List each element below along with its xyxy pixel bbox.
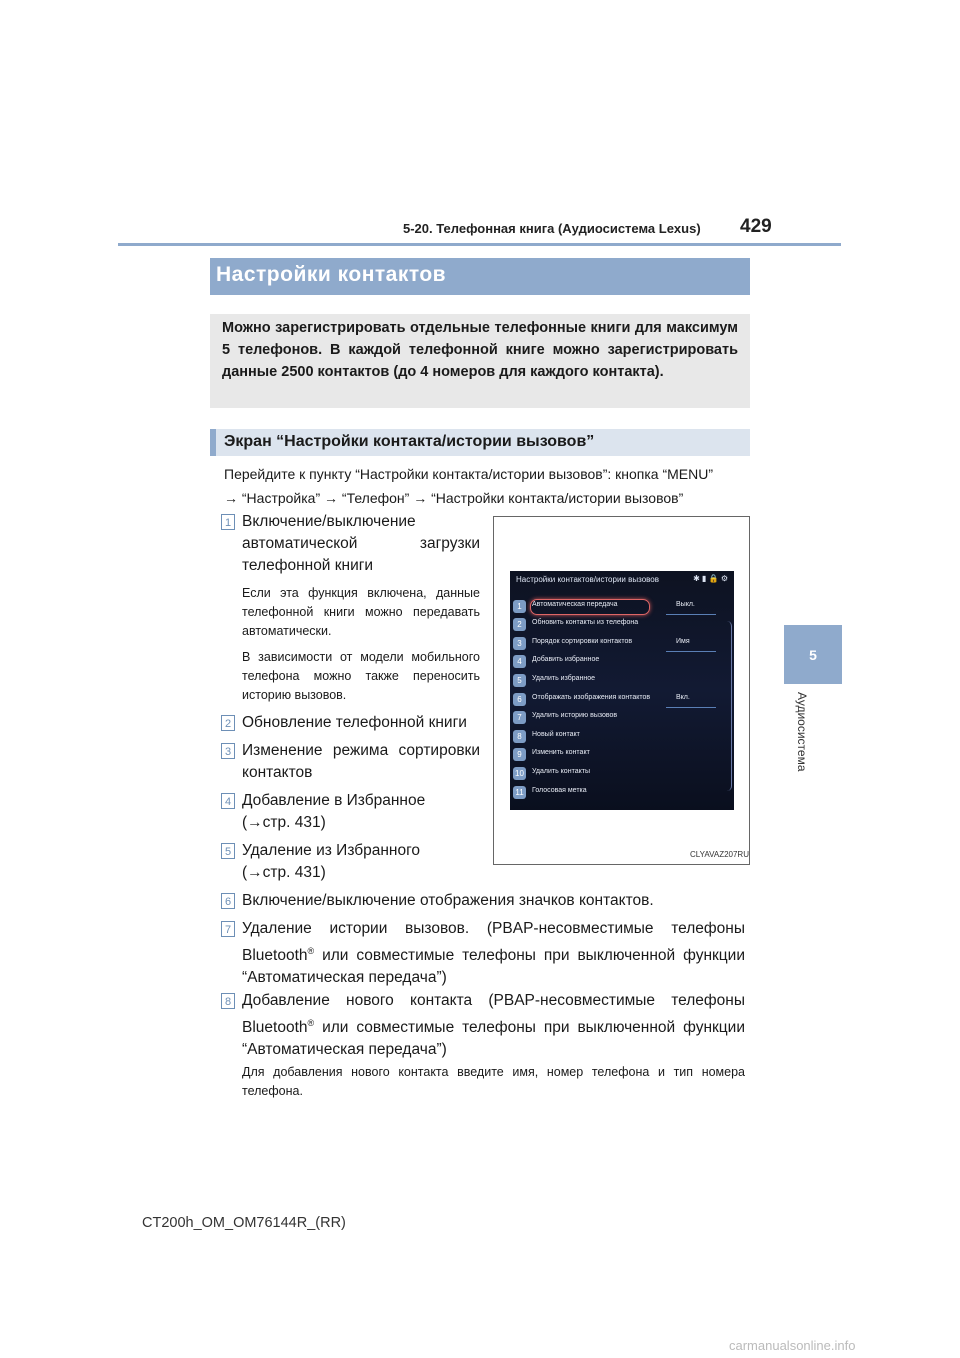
section-title: Настройки контактов <box>216 263 447 286</box>
item-4-page-ref[interactable]: (→стр. 431) <box>242 814 326 831</box>
nav-line-2 <box>224 486 750 510</box>
item-number-badge: 4 <box>221 793 235 809</box>
row-label: Новый контакт <box>532 731 580 738</box>
arrow-icon: → <box>224 490 238 506</box>
row-label: Порядок сортировки контактов <box>532 638 633 645</box>
row-value: Выкл. <box>676 601 695 608</box>
item-number-badge: 1 <box>221 514 235 530</box>
row-number-badge: 7 <box>513 711 526 724</box>
nav-step-phone: “Телефон” <box>341 490 410 506</box>
intro-box <box>210 314 750 408</box>
screen-row-auto-transfer[interactable] <box>510 598 734 616</box>
row-label: Отображать изображения контактов <box>532 694 651 701</box>
row-number-badge: 9 <box>513 748 526 761</box>
screen-row-delete-contacts[interactable] <box>510 765 734 783</box>
nav-step-contact-settings: “Настройки контакта/истории вызовов” <box>431 490 684 506</box>
item-3-text: Изменение режима сортировки контактов <box>242 742 480 781</box>
chapter-header: 5-20. Телефонная книга (Аудиосистема Lexus) <box>403 221 701 236</box>
screen-row-delete-history[interactable] <box>510 709 734 727</box>
screen-illustration <box>493 516 750 865</box>
row-number-badge: 10 <box>513 767 526 780</box>
screen-title: Настройки контактов/истории вызовов <box>516 575 660 584</box>
display-screen <box>510 571 734 810</box>
section-title-bar <box>210 258 750 295</box>
screen-row-update-contacts[interactable] <box>510 616 734 634</box>
subsection-title-bar <box>210 429 750 456</box>
row-number-badge: 2 <box>513 618 526 631</box>
row-number-badge: 4 <box>513 655 526 668</box>
nav-step-settings: “Настройка” <box>241 490 321 506</box>
item-8-text: Добавление нового контакта (PBAP-несовместимые телефоны Bluetooth® или совместимые телефоны при выключенной функции “Автоматическая передача”) <box>242 992 745 1059</box>
watermark: carmanualsonline.info <box>729 1338 856 1353</box>
footer-doc-id: CT200h_OM_OM76144R_(RR) <box>142 1215 346 1231</box>
page-number: 429 <box>740 216 772 237</box>
arrow-icon: → <box>413 490 428 506</box>
screen-row-edit-contact[interactable] <box>510 746 734 764</box>
row-number-badge: 1 <box>513 600 526 613</box>
image-code: CLYAVAZ207RU <box>690 850 749 859</box>
screen-row-voice-tag[interactable] <box>510 784 734 802</box>
row-label: Удалить историю вызовов <box>532 712 618 719</box>
row-number-badge: 5 <box>513 674 526 687</box>
item-2-text: Обновление телефонной книги <box>242 714 467 731</box>
row-underline <box>666 614 716 615</box>
item-7-text: Удаление истории вызовов. (PBAP-несовместимые телефоны Bluetooth® или совместимые телефоны при выключенной функции “Автоматическая передача”) <box>242 920 745 987</box>
subsection-title: Экран “Настройки контакта/истории вызовов” <box>224 433 595 450</box>
screen-row-remove-favorite[interactable] <box>510 672 734 690</box>
navigation-path <box>224 462 750 510</box>
item-number-badge: 7 <box>221 921 235 937</box>
item-5-text: Удаление из Избранного <box>242 842 421 859</box>
row-label: Добавить избранное <box>532 656 600 663</box>
row-label: Удалить избранное <box>532 675 596 682</box>
row-number-badge: 6 <box>513 693 526 706</box>
arrow-icon: → <box>324 490 339 506</box>
item-4-text: Добавление в Избранное <box>242 792 426 809</box>
row-label: Голосовая метка <box>532 787 587 794</box>
row-number-badge: 11 <box>513 786 526 799</box>
item-number-badge: 5 <box>221 843 235 859</box>
nav-line-1: Перейдите к пункту “Настройки контакта/истории вызовов”: кнопка “MENU” <box>224 466 714 482</box>
row-label: Удалить контакты <box>532 768 590 775</box>
screen-row-new-contact[interactable] <box>510 728 734 746</box>
row-underline <box>666 651 716 652</box>
row-number-badge: 8 <box>513 730 526 743</box>
intro-text: Можно зарегистрировать отдельные телефонные книги для максимум 5 телефонов. В каждой телефонной книге можно зарегистрировать данные 2500 контактов (до 4 номеров для каждого контакта). <box>222 320 738 380</box>
row-value: Вкл. <box>676 694 690 701</box>
row-label: Изменить контакт <box>532 749 590 756</box>
row-value: Имя <box>676 638 690 645</box>
row-underline <box>666 707 716 708</box>
status-icons: ✱ ▮ 🔒 ⚙ <box>693 574 728 583</box>
item-1-note-1: Если эта функция включена, данные телефонной книги можно передавать автоматически. <box>242 586 480 638</box>
chapter-tab: 5 <box>784 625 842 684</box>
screen-row-add-favorite[interactable] <box>510 653 734 671</box>
item-5-page-ref[interactable]: (→стр. 431) <box>242 864 326 881</box>
item-1-text: Включение/выключение автоматической загрузки телефонной книги <box>242 513 480 574</box>
row-label: Обновить контакты из телефона <box>532 619 639 626</box>
item-number-badge: 3 <box>221 743 235 759</box>
screen-row-contact-images[interactable] <box>510 691 734 709</box>
item-number-badge: 6 <box>221 893 235 909</box>
header-divider <box>118 243 841 246</box>
item-6-text: Включение/выключение отображения значков контактов. <box>242 892 654 909</box>
row-number-badge: 3 <box>513 637 526 650</box>
item-1-note-2: В зависимости от модели мобильного телефона можно также переносить историю вызовов. <box>242 650 480 702</box>
item-number-badge: 8 <box>221 993 235 1009</box>
chapter-tab-label: Аудиосистема <box>795 692 809 772</box>
item-number-badge: 2 <box>221 715 235 731</box>
item-8-note: Для добавления нового контакта введите имя, номер телефона и тип номера телефона. <box>242 1065 745 1098</box>
row-label: Автоматическая передача <box>532 601 618 608</box>
screen-row-sort-order[interactable] <box>510 635 734 653</box>
